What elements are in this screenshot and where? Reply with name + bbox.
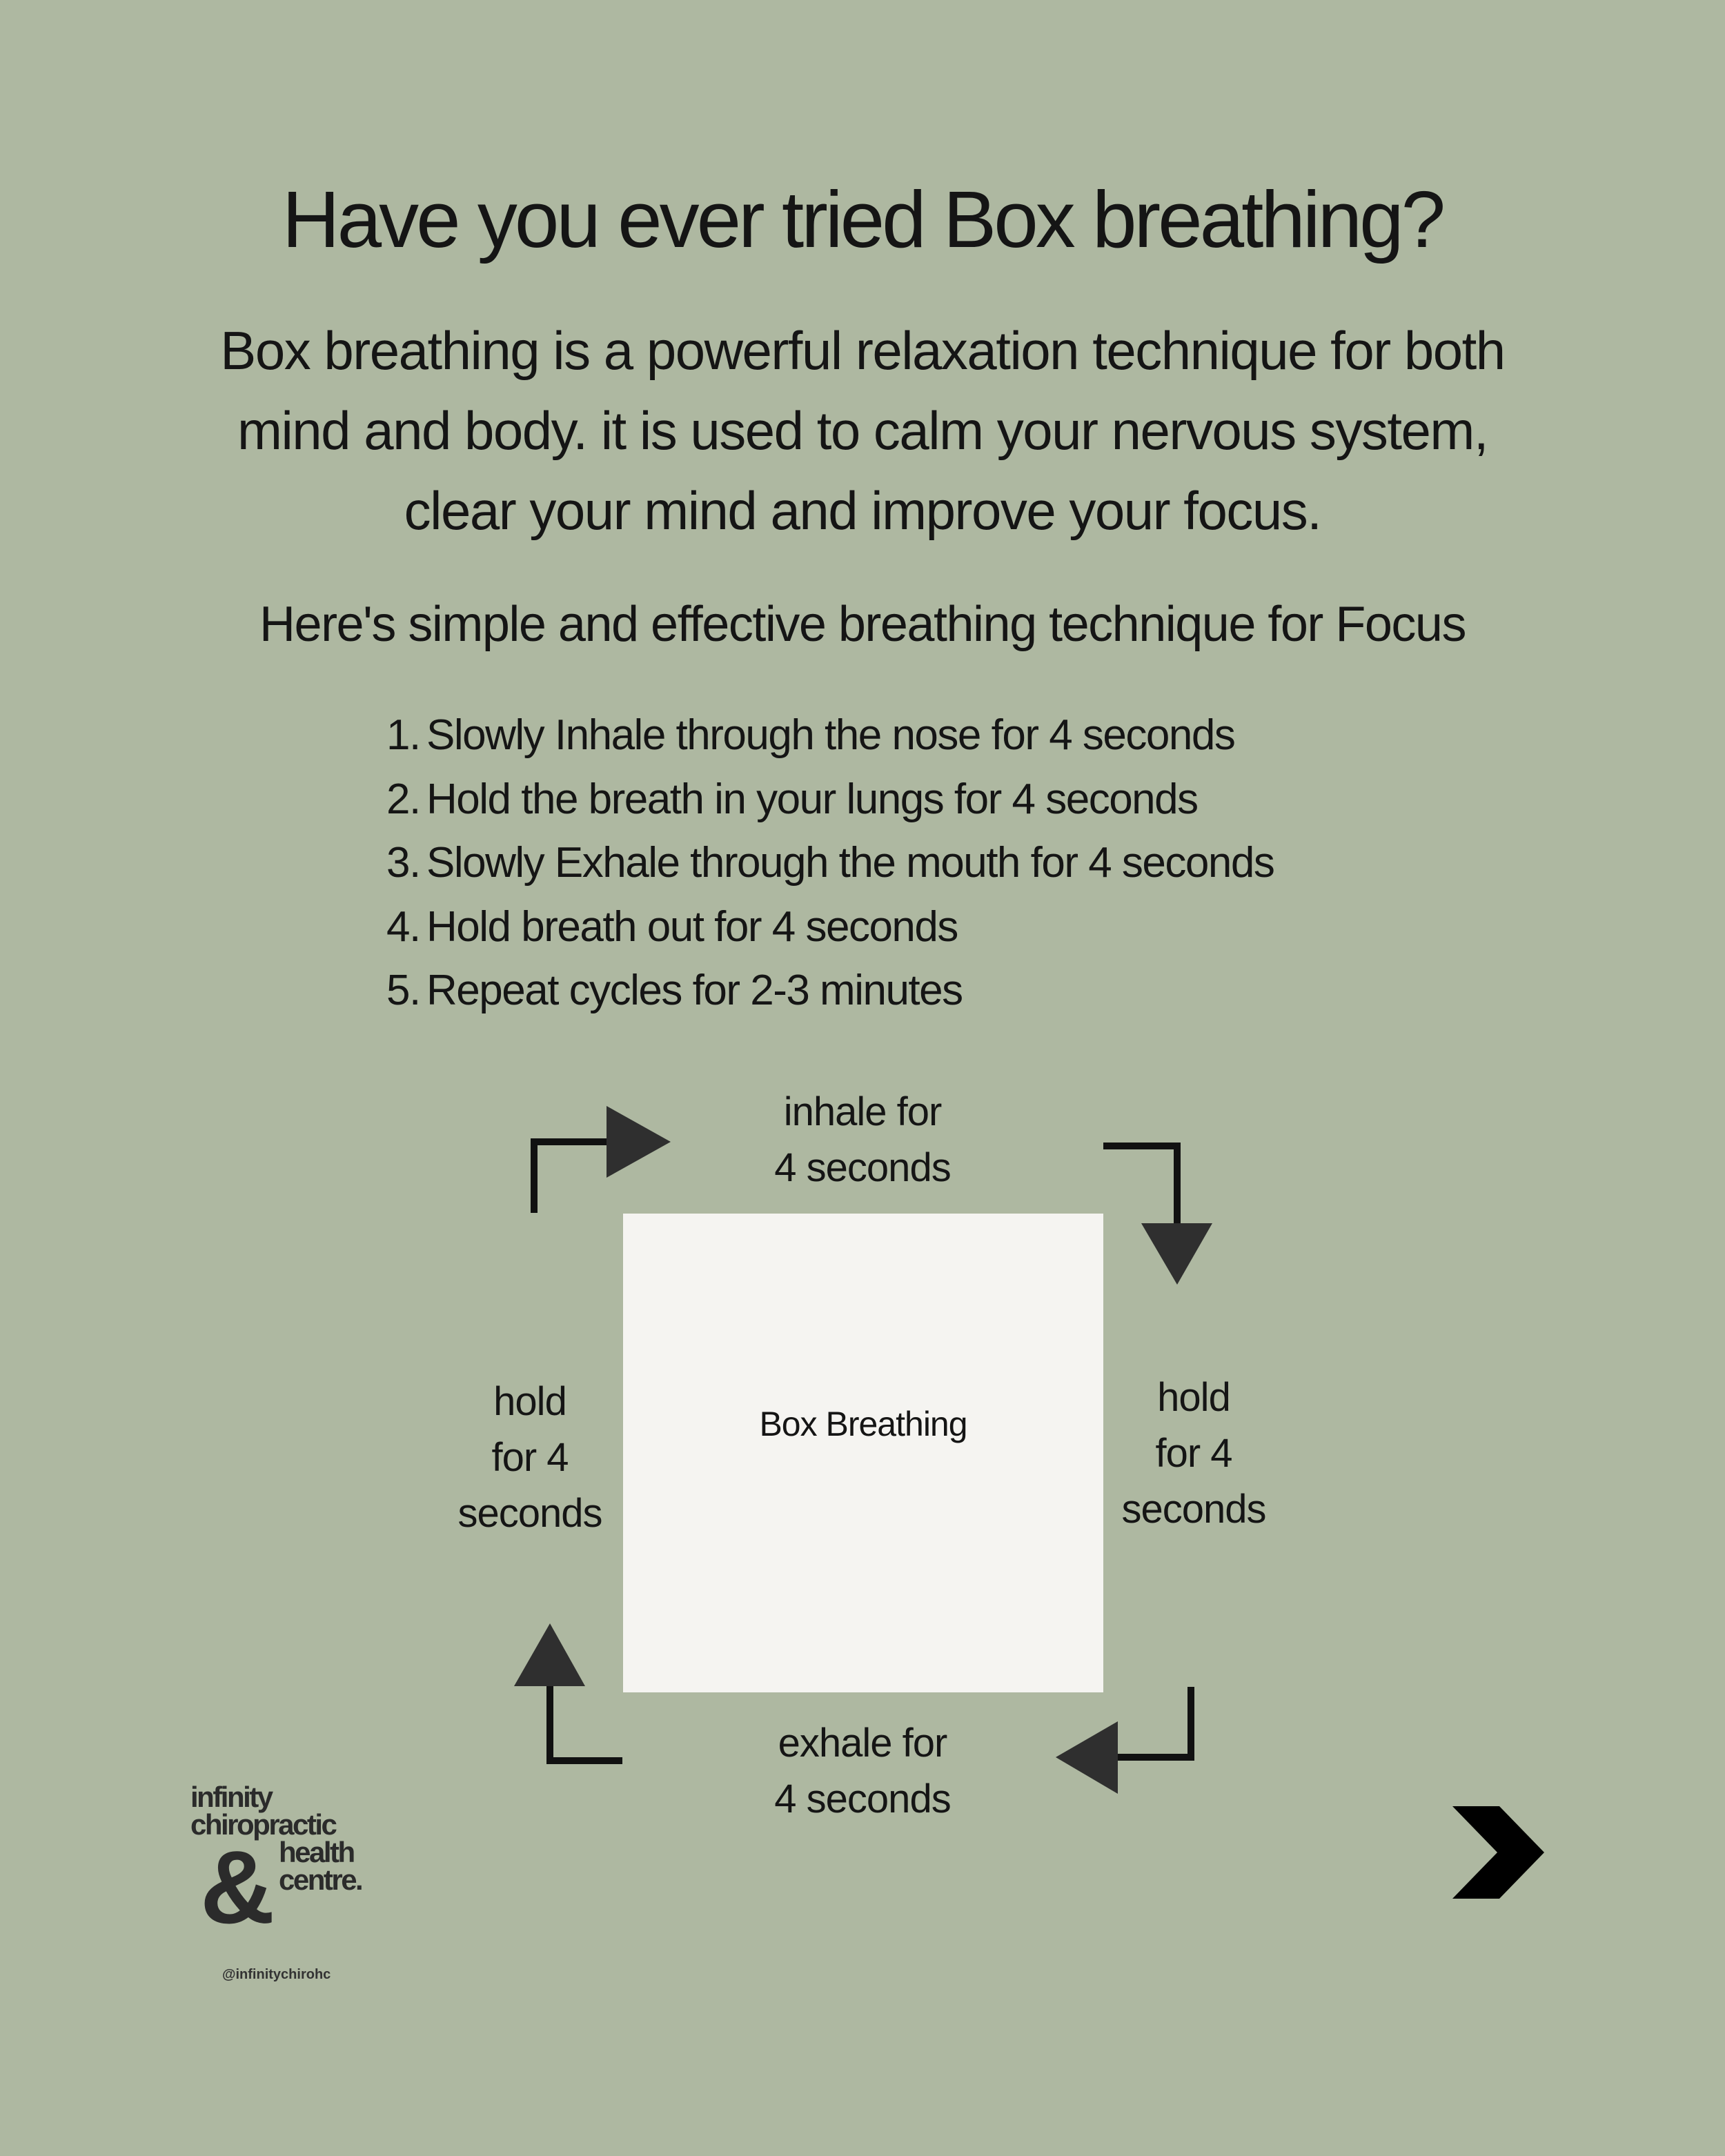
chevron-right-icon [1452, 1806, 1546, 1903]
phase-label-inhale [724, 1084, 1000, 1196]
phase-line: inhale for [783, 1089, 942, 1134]
phase-line: 4 seconds [774, 1145, 951, 1190]
brand-ampersand: & [200, 1829, 275, 1945]
arrow-bottom-left-icon [514, 1623, 622, 1761]
next-button[interactable] [1452, 1806, 1546, 1903]
intro-line: clear your mind and improve your focus. [404, 480, 1321, 541]
box-breathing-label: Box Breathing [759, 1405, 967, 1443]
step-number: 4. [386, 902, 420, 951]
step-text: Repeat cycles for 2-3 minutes [426, 967, 963, 1014]
brand-line: centre. [279, 1863, 362, 1896]
step-text: Hold breath out for 4 seconds [426, 902, 958, 951]
phase-label-hold-right [1090, 1369, 1297, 1537]
list-item [386, 768, 1274, 832]
step-number: 3. [386, 839, 420, 887]
intro-line: mind and body. it is used to calm your nervous system, [237, 400, 1488, 461]
phase-line: for 4 [491, 1435, 569, 1480]
phase-label-exhale [724, 1715, 1000, 1827]
phase-line: hold [1157, 1375, 1230, 1420]
page-title: Have you ever tried Box breathing? [282, 175, 1443, 264]
step-text: Slowly Exhale through the mouth for 4 seconds [426, 839, 1274, 887]
intro-line: Box breathing is a powerful relaxation technique for both [220, 320, 1505, 381]
phase-line: hold [493, 1379, 566, 1424]
technique-subheading: Here's simple and effective breathing technique for Focus [259, 597, 1466, 652]
phase-line: exhale for [778, 1721, 947, 1766]
phase-line: seconds [1121, 1487, 1266, 1532]
list-item [386, 896, 1274, 960]
step-text: Hold the breath in your lungs for 4 seconds [426, 775, 1198, 823]
box-breathing-square [623, 1214, 1103, 1692]
phase-line: for 4 [1155, 1431, 1232, 1476]
brand-line: health [279, 1836, 354, 1868]
phase-label-hold-left [426, 1374, 633, 1541]
list-item [386, 704, 1274, 768]
step-number: 5. [386, 967, 420, 1014]
list-item [386, 959, 1274, 1023]
steps-list [386, 704, 1274, 1023]
list-item [386, 831, 1274, 896]
brand-line: chiropractic [190, 1808, 336, 1841]
phase-line: 4 seconds [774, 1777, 951, 1821]
step-number: 1. [386, 711, 420, 759]
brand-line: infinity [190, 1781, 272, 1813]
arrow-top-left-icon [534, 1106, 671, 1213]
social-handle: @infinitychirohc [222, 1967, 331, 1982]
arrow-bottom-right-icon [1056, 1687, 1191, 1794]
step-number: 2. [386, 775, 420, 823]
intro-paragraph [172, 310, 1552, 551]
arrow-top-right-icon [1103, 1146, 1212, 1285]
phase-line: seconds [457, 1491, 602, 1536]
step-text: Slowly Inhale through the nose for 4 seconds [426, 711, 1235, 759]
